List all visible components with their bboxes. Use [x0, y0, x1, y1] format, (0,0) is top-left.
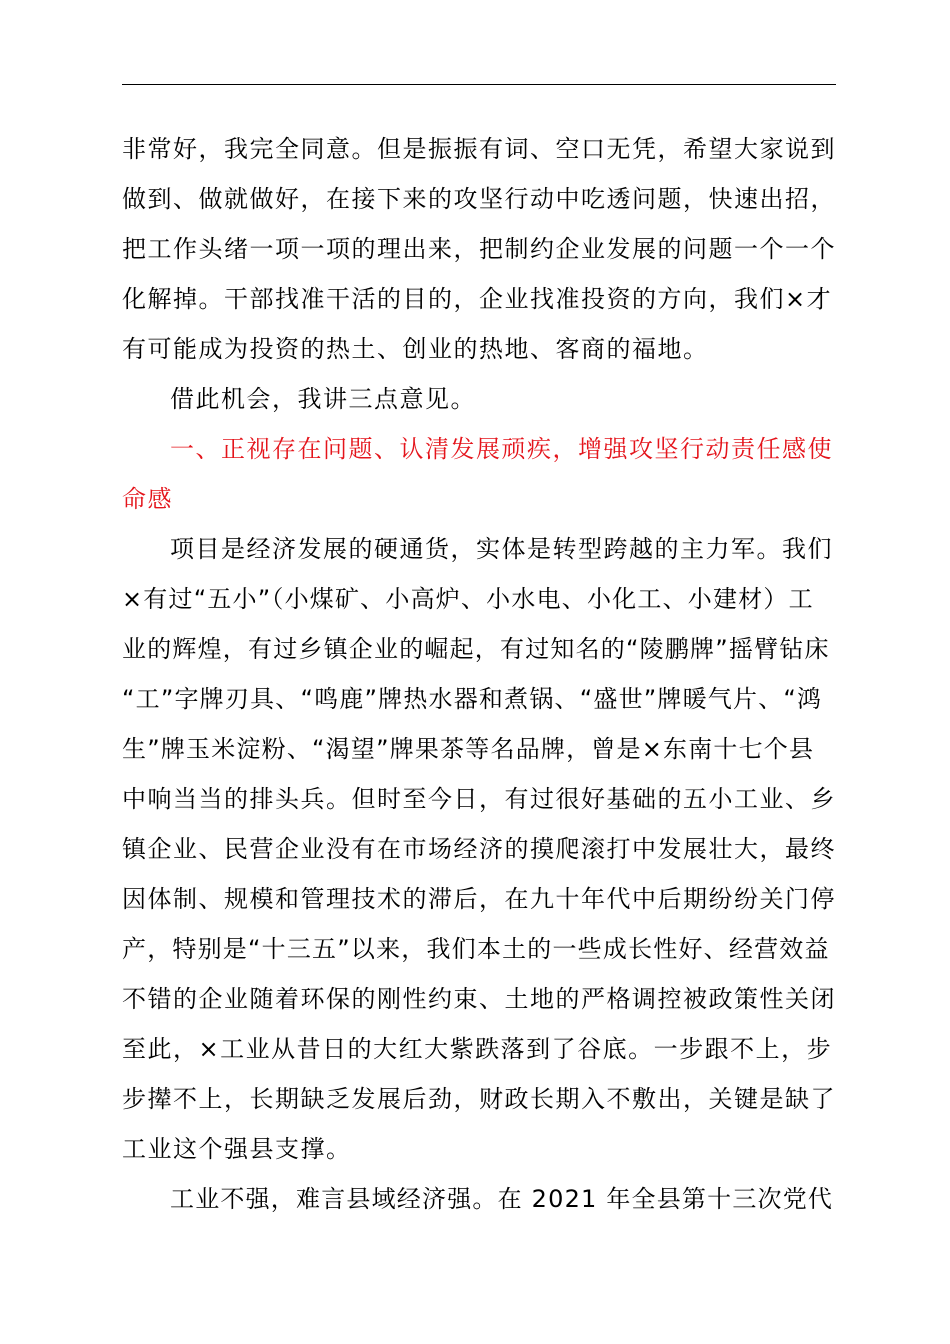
paragraph-line: 化解掉。干部找准干活的目的，企业找准投资的方向，我们×才: [122, 285, 833, 313]
paragraph-line: 镇企业、民营企业没有在市场经济的摸爬滚打中发展壮大，最终: [122, 835, 836, 863]
paragraph-line: 生”牌玉米淀粉、“渴望”牌果茶等名品牌，曾是×东南十七个县: [122, 735, 815, 763]
document-body: [122, 124, 838, 1224]
paragraph-line: 业的辉煌，有过乡镇企业的崛起，有过知名的“陵鹏牌”摇臂钻床: [122, 635, 830, 663]
paragraph-line: 不错的企业随着环保的刚性约束、土地的严格调控被政策性关闭: [122, 985, 836, 1013]
paragraph-line: 把工作头绪一项一项的理出来，把制约企业发展的问题一个一个: [122, 235, 836, 263]
section-heading: 一、正视存在问题、认清发展顽疾，增强攻坚行动责任感使: [170, 435, 833, 463]
paragraph-line: 工业不强，难言县域经济强。在 2021 年全县第十三次党代: [170, 1185, 834, 1213]
paragraph-line: 项目是经济发展的硬通货，实体是转型跨越的主力军。我们: [170, 535, 833, 563]
paragraph-line: “工”字牌刃具、“鸣鹿”牌热水器和煮锅、“盛世”牌暖气片、“鸿: [122, 685, 823, 713]
paragraph-line: 步撵不上，长期缺乏发展后劲，财政长期入不敷出，关键是缺了: [122, 1085, 836, 1113]
paragraph-line: ×有过“五小”（小煤矿、小高炉、小水电、小化工、小建材）工: [122, 585, 814, 613]
paragraph-line: 至此，×工业从昔日的大红大紫跌落到了谷底。一步跟不上，步: [122, 1035, 833, 1063]
paragraph-line: 借此机会，我讲三点意见。: [170, 385, 476, 413]
paragraph-line: 工业这个强县支撑。: [122, 1135, 352, 1163]
paragraph-line: 有可能成为投资的热土、创业的热地、客商的福地。: [122, 335, 709, 363]
paragraph-line: 因体制、规模和管理技术的滞后，在九十年代中后期纷纷关门停: [122, 885, 836, 913]
header-rule: [122, 84, 836, 85]
section-heading-continued: 命感: [122, 485, 173, 513]
paragraph-line: 非常好，我完全同意。但是振振有词、空口无凭，希望大家说到: [122, 135, 836, 163]
paragraph-line: 产，特别是“十三五”以来，我们本土的一些成长性好、经营效益: [122, 935, 830, 963]
paragraph-line: 中响当当的排头兵。但时至今日，有过很好基础的五小工业、乡: [122, 785, 836, 813]
paragraph-line: 做到、做就做好，在接下来的攻坚行动中吃透问题，快速出招，: [122, 185, 836, 213]
